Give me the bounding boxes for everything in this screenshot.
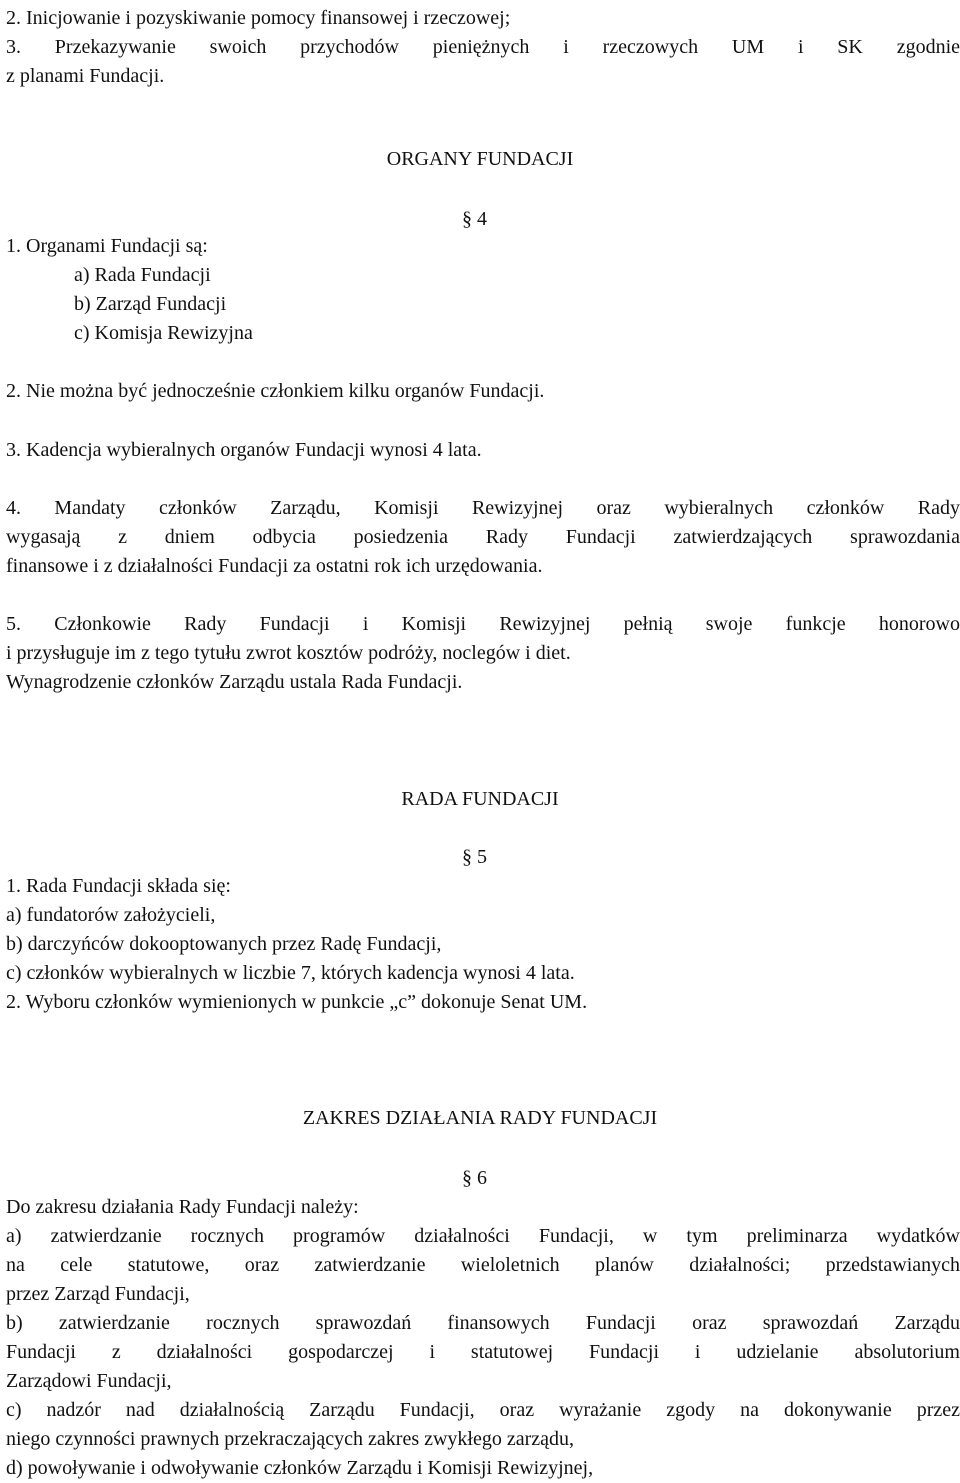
list-item-continuation: na cele statutowe, oraz zatwierdzanie wieloletnich planów działalności; przedstawianych [6,1254,960,1276]
list-item: 1. Rada Fundacji składa się: [6,875,231,897]
paragraph-line: Wynagrodzenie członków Zarządu ustala Rada Fundacji. [6,671,463,693]
list-item: 3. Kadencja wybieralnych organów Fundacji wynosi 4 lata. [6,439,482,461]
paragraph-line: 4. Mandaty członków Zarządu, Komisji Rewizyjnej oraz wybieralnych członków Rady [6,497,960,519]
list-item: a) fundatorów założycieli, [6,904,216,926]
paragraph-number: § 5 [462,846,487,868]
section-heading: RADA FUNDACJI [401,788,559,810]
paragraph-line: wygasają z dniem odbycia posiedzenia Rady Fundacji zatwierdzających sprawozdania [6,526,960,548]
list-item: 3. Przekazywanie swoich przychodów pieniężnych i rzeczowych UM i SK zgodnie [6,36,960,58]
list-item-continuation: Zarządowi Fundacji, [6,1370,172,1392]
section-heading: ZAKRES DZIAŁANIA RADY FUNDACJI [302,1107,658,1129]
list-item: c) członków wybieralnych w liczbie 7, których kadencja wynosi 4 lata. [6,962,575,984]
section-heading: ORGANY FUNDACJI [386,148,574,170]
list-item-continuation: przez Zarząd Fundacji, [6,1283,190,1305]
list-item: b) Zarząd Fundacji [74,293,227,315]
list-item-continuation: Fundacji z działalności gospodarczej i statutowej Fundacji i udzielanie absolutorium [6,1341,960,1363]
paragraph-line: 5. Członkowie Rady Fundacji i Komisji Rewizyjnej pełnią swoje funkcje honorowo [6,613,960,635]
paragraph-line: i przysługuje im z tego tytułu zwrot kosztów podróży, noclegów i diet. [6,642,571,664]
list-item-continuation: niego czynności prawnych przekraczających zakres zwykłego zarządu, [6,1428,575,1450]
list-item: 2. Nie można być jednocześnie członkiem kilku organów Fundacji. [6,380,545,402]
list-item: 2. Inicjowanie i pozyskiwanie pomocy finansowej i rzeczowej; [6,7,511,29]
list-item: 2. Wyboru członków wymienionych w punkcie „c” dokonuje Senat UM. [6,991,588,1013]
list-item: c) Komisja Rewizyjna [74,322,253,344]
list-item: b) zatwierdzanie rocznych sprawozdań finansowych Fundacji oraz sprawozdań Zarządu [6,1312,960,1334]
paragraph-number: § 6 [462,1167,487,1189]
list-item: a) Rada Fundacji [74,264,211,286]
paragraph-number: § 4 [462,208,487,230]
list-item: b) darczyńców dokooptowanych przez Radę Fundacji, [6,933,442,955]
list-item: d) powoływanie i odwoływanie członków Zarządu i Komisji Rewizyjnej, [6,1457,594,1479]
list-item: a) zatwierdzanie rocznych programów działalności Fundacji, w tym preliminarza wydatków [6,1225,960,1247]
paragraph-line: finansowe i z działalności Fundacji za ostatni rok ich urzędowania. [6,555,543,577]
list-item: 1. Organami Fundacji są: [6,235,208,257]
list-item-continuation: z planami Fundacji. [6,65,165,87]
list-item: c) nadzór nad działalnością Zarządu Fundacji, oraz wyrażanie zgody na dokonywanie przez [6,1399,960,1421]
paragraph-line: Do zakresu działania Rady Fundacji należy: [6,1196,359,1218]
